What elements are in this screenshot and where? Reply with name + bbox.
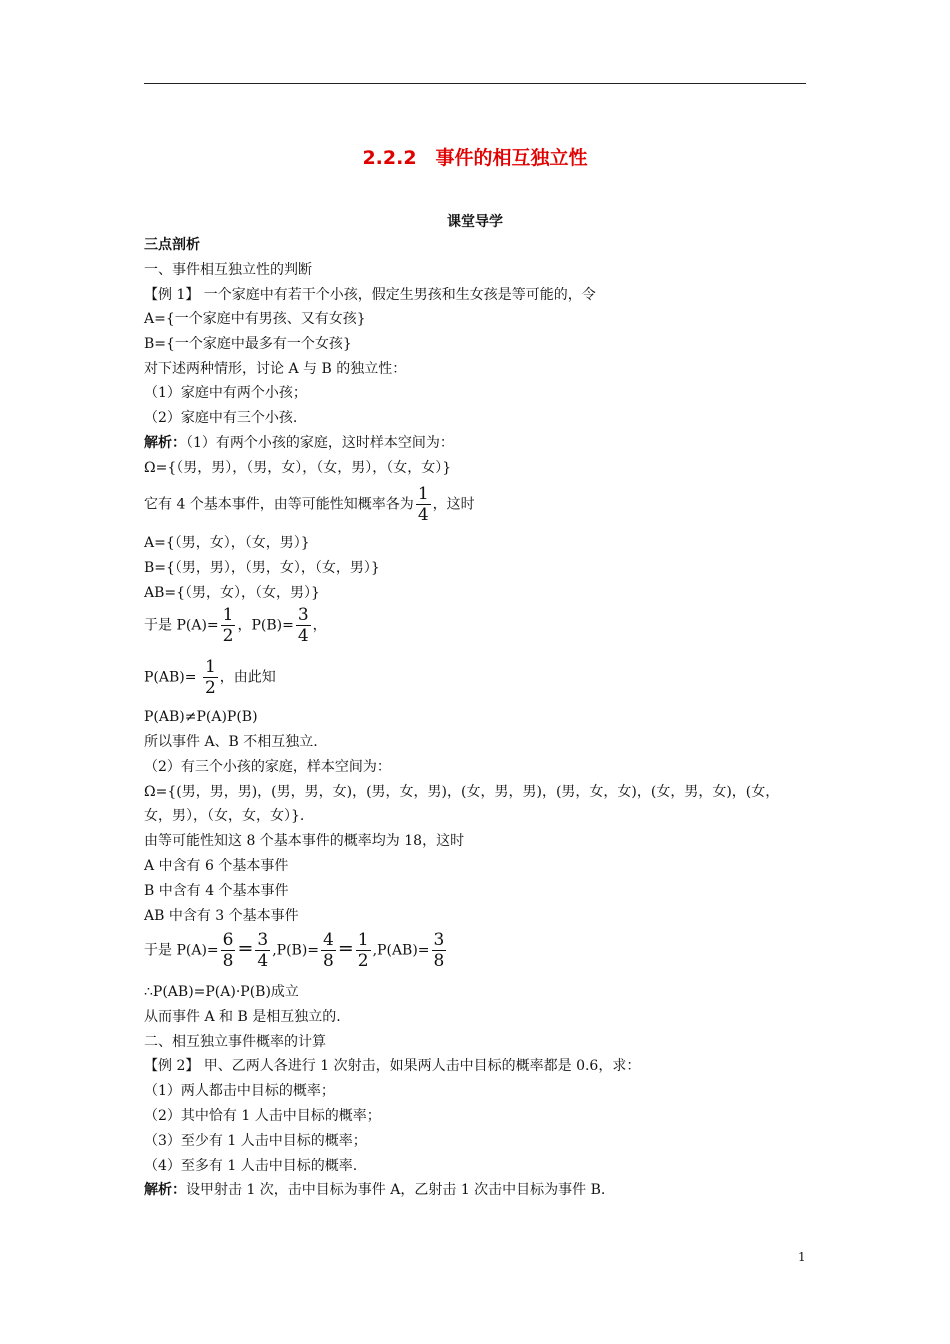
- example2-line: [144, 1057, 640, 1075]
- fraction-pab: $\frac{1}{2}$: [204, 657, 216, 698]
- not-independent-conclusion: 所以事件 A、B 不相互独立.: [144, 734, 318, 750]
- question-4: （4）至多有 1 人击中目标的概率.: [144, 1158, 358, 1174]
- event-b-two-children: B={（男，男），（男，女），（女，男）}: [144, 560, 380, 576]
- independent-conclusion: 从而事件 A 和 B 是相互独立的.: [144, 1009, 341, 1025]
- fraction-four-eighths: $\frac{4}{8}$: [323, 930, 334, 971]
- basic-events-suffix: ，这时: [432, 496, 475, 513]
- therefore-line: ∴P(AB)=P(A)·P(B)成立: [144, 984, 299, 1000]
- example2-solution: [144, 1181, 605, 1199]
- probability-a-b-line: 于是 P(A)= $\frac{1}{2}$ ，P(B)= $\frac{3}{4}$ ，: [144, 605, 327, 646]
- page-title: 2.2.2 事件的相互独立性: [362, 147, 588, 169]
- example1-label: 【例 1】: [144, 287, 200, 303]
- fraction-three-eighths: $\frac{3}{8}$: [433, 930, 445, 971]
- fraction-one-quarter: $\frac{1}{4}$: [417, 484, 429, 525]
- equal-probability-line: 由等可能性知这 8 个基本事件的概率均为 18，这时: [144, 833, 465, 849]
- question-2: （2）其中恰有 1 人击中目标的概率；: [144, 1108, 381, 1124]
- section-heading: 三点剖析: [144, 237, 200, 253]
- event-b-count: B 中含有 4 个基本事件: [144, 883, 289, 899]
- part1-heading: 一、事件相互独立性的判断: [144, 262, 312, 278]
- example2-label: 【例 2】: [144, 1058, 200, 1074]
- basic-events-prefix: 它有 4 个基本事件，由等可能性知概率各为: [144, 496, 414, 513]
- example1-question: 对下述两种情形，讨论 A 与 B 的独立性：: [144, 361, 407, 377]
- event-ab-two-children: AB={（男，女），（女，男）}: [144, 585, 320, 601]
- fraction-three-quarters: $\frac{3}{4}$: [257, 930, 269, 971]
- case-1: （1）家庭中有两个小孩；: [144, 385, 307, 401]
- page-number: 1: [798, 1250, 806, 1264]
- example2-solution-label: 解析：: [144, 1182, 186, 1198]
- basic-events-line: [144, 484, 475, 525]
- case-2: （2）家庭中有三个小孩.: [144, 410, 298, 426]
- example1-line: [144, 286, 596, 304]
- header-rule: [144, 83, 806, 84]
- sample-space-two-children: Ω={（男，男），（男，女），（女，男），（女，女）}: [144, 460, 452, 476]
- solution-label: 解析：: [144, 435, 186, 451]
- event-b-definition: B={一个家庭中最多有一个女孩}: [144, 336, 352, 352]
- example2-solution-text: 设甲射击 1 次，击中目标为事件 A，乙射击 1 次击中目标为事件 B.: [186, 1182, 606, 1198]
- calculation-line: 于是 P(A)= $\frac{6}{8}$ = $\frac{3}{4}$ ,P(B)= $\frac{4}{8}$ = $\frac{1}{2}$ ,P(AB)= $\frac{3}{8}$: [144, 930, 445, 971]
- event-a-count: A 中含有 6 个基本事件: [144, 858, 289, 874]
- sample-space-three-line1: Ω={(男，男，男)，(男，男，女)，(男，女，男)，(女，男，男)，(男，女，女)，(女，男，女)，(女，: [144, 784, 780, 800]
- solution-1-intro: [144, 434, 454, 452]
- fraction-pa: $\frac{1}{2}$: [222, 605, 234, 646]
- event-a-two-children: A={（男，女），（女，男）}: [144, 535, 310, 551]
- solution-2-intro: （2）有三个小孩的家庭，样本空间为：: [144, 759, 391, 775]
- inequality-line: P(AB)≠P(A)P(B): [144, 709, 258, 725]
- question-1: （1）两人都击中目标的概率；: [144, 1083, 335, 1099]
- fraction-one-half: $\frac{1}{2}$: [357, 930, 369, 971]
- event-ab-count: AB 中含有 3 个基本事件: [144, 908, 299, 924]
- fraction-six-eighths: $\frac{6}{8}$: [222, 930, 234, 971]
- example2-text: 甲、乙两人各进行 1 次射击，如果两人击中目标的概率都是 0.6，求：: [199, 1058, 641, 1074]
- part2-heading: 二、相互独立事件概率的计算: [144, 1034, 326, 1050]
- solution-1-text: （1）有两个小孩的家庭，这时样本空间为：: [186, 435, 454, 451]
- question-3: （3）至少有 1 人击中目标的概率；: [144, 1133, 367, 1149]
- example1-text: 一个家庭中有若干个小孩，假定生男孩和生女孩是等可能的，令: [199, 287, 596, 303]
- fraction-pb: $\frac{3}{4}$: [297, 605, 309, 646]
- probability-ab-line: P(AB)= $\frac{1}{2}$ ，由此知: [144, 657, 276, 698]
- event-a-definition: A={一个家庭中有男孩、又有女孩}: [144, 311, 366, 327]
- section-subtitle: 课堂导学: [447, 214, 503, 230]
- sample-space-three-line2: 女，男），（女，女，女）}.: [144, 808, 305, 824]
